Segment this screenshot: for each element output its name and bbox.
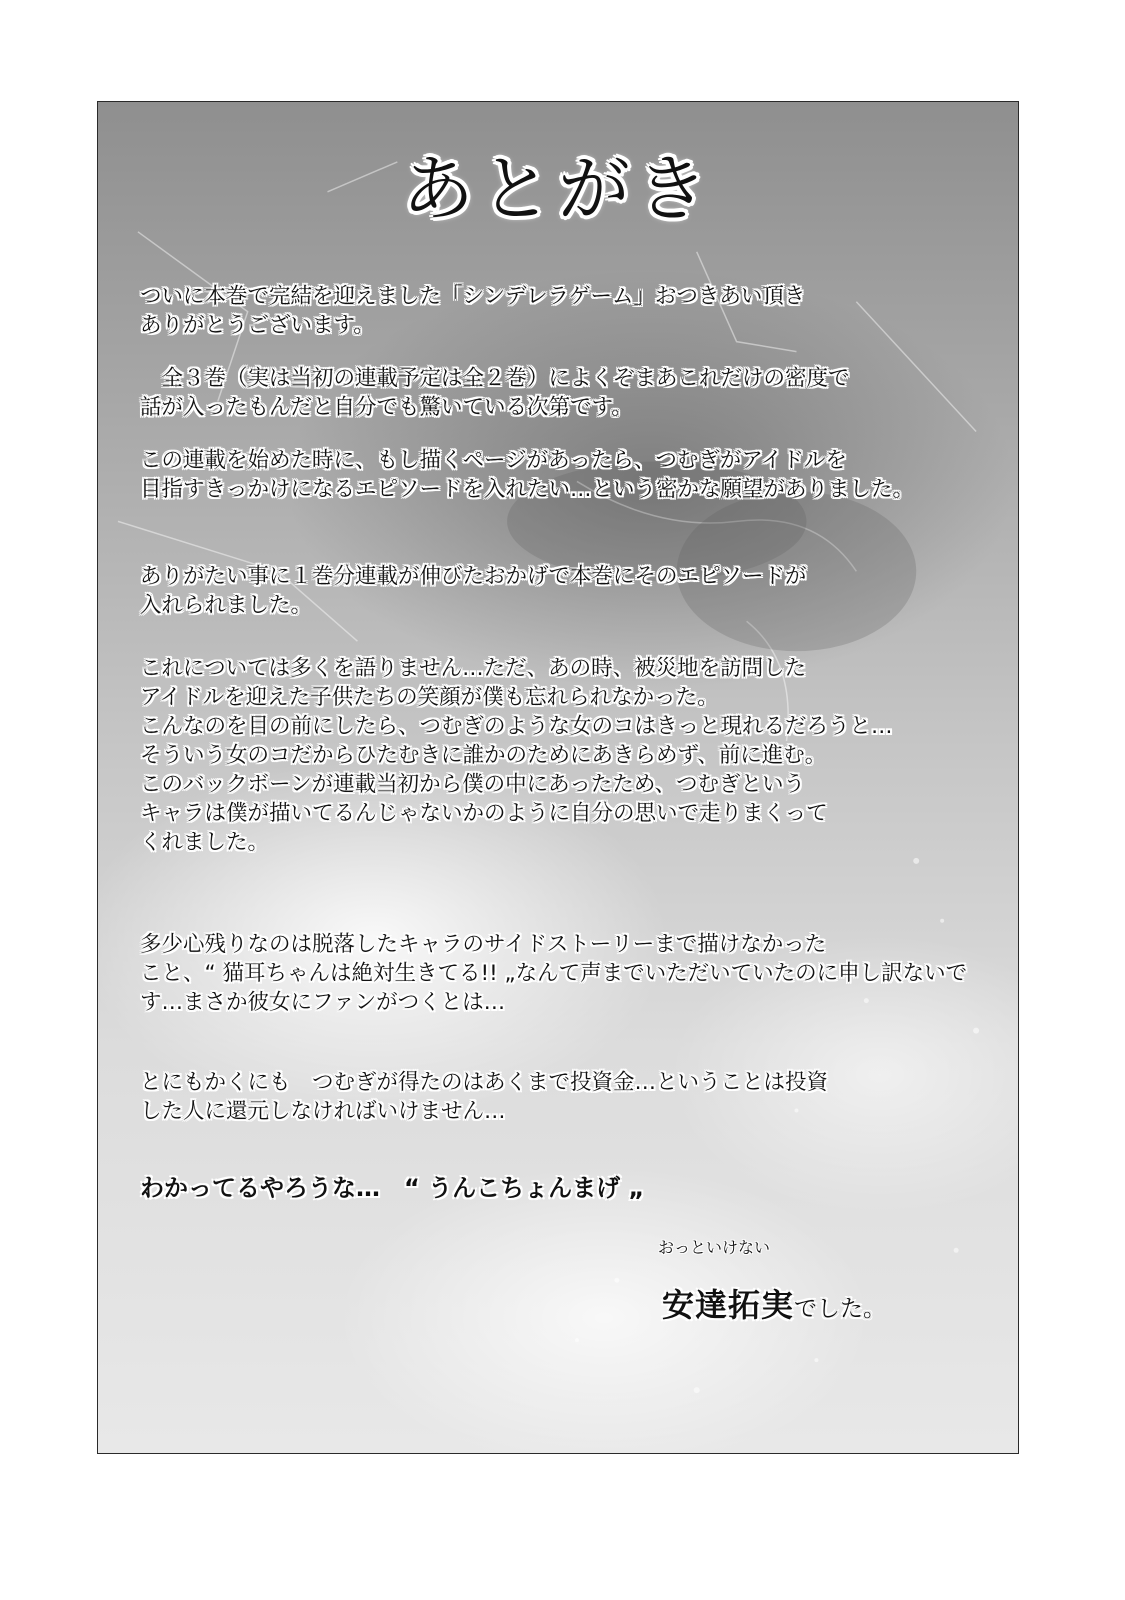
author-name: 安達拓実 [662, 1286, 795, 1324]
paragraph-investment: とにもかくにも つむぎが得たのはあくまで投資金…ということは投資 した人に還元しなければいけません… [140, 1070, 829, 1124]
paragraph-regret: 多少心残りなのは脱落したキャラのサイドストーリーまで描けなかった こと、“ 猫耳ちゃんは絶対生きてる!! „なんて声までいただいていたのに申し訳ないです…まさか彼女にファンがつくとは… [140, 932, 968, 1015]
page-title: あとがき [401, 147, 714, 231]
author-signature [662, 1280, 886, 1326]
paragraph-intro: ついに本巻で完結を迎えました「シンデレラゲーム」おつきあい頂き ありがとうございます。 [140, 284, 806, 338]
paragraph-extension: ありがたい事に１巻分連載が伸びたおかげで本巻にそのエピソードが 入れられました。 [140, 564, 807, 618]
paragraph-backbone: これについては多くを語りません…ただ、あの時、被災地を訪問した アイドルを迎えた子供たちの笑顔が僕も忘れられなかった。 こんなのを目の前にしたら、つむぎのような女のコはきっと現れるだろうと… そういう女のコだからひたむきに誰かのためにあきらめず、前に進む。 このバックボーンが連載当初から僕の中にあったため、つむぎという キャラは僕が描いてるんじゃないかのように自分の思いで走りまくって くれました。 [140, 656, 893, 855]
signature-suffix: でした。 [794, 1296, 887, 1322]
paragraph-wish: この連載を始めた時に、もし描くページがあったら、つむぎがアイドルを 目指すきっかけになるエピソードを入れたい…という密かな願望がありました。 [140, 448, 915, 502]
aside-note: おっといけない [658, 1238, 771, 1257]
punchline: わかってるやろうな… “ うんこちょんまげ „ [140, 1174, 645, 1202]
paragraph-volume-count: 全３巻（実は当初の連載予定は全２巻）によくぞまあこれだけの密度で 話が入ったもんだと自分でも驚いている次第です。 [140, 366, 850, 420]
afterword-panel [97, 101, 1019, 1454]
